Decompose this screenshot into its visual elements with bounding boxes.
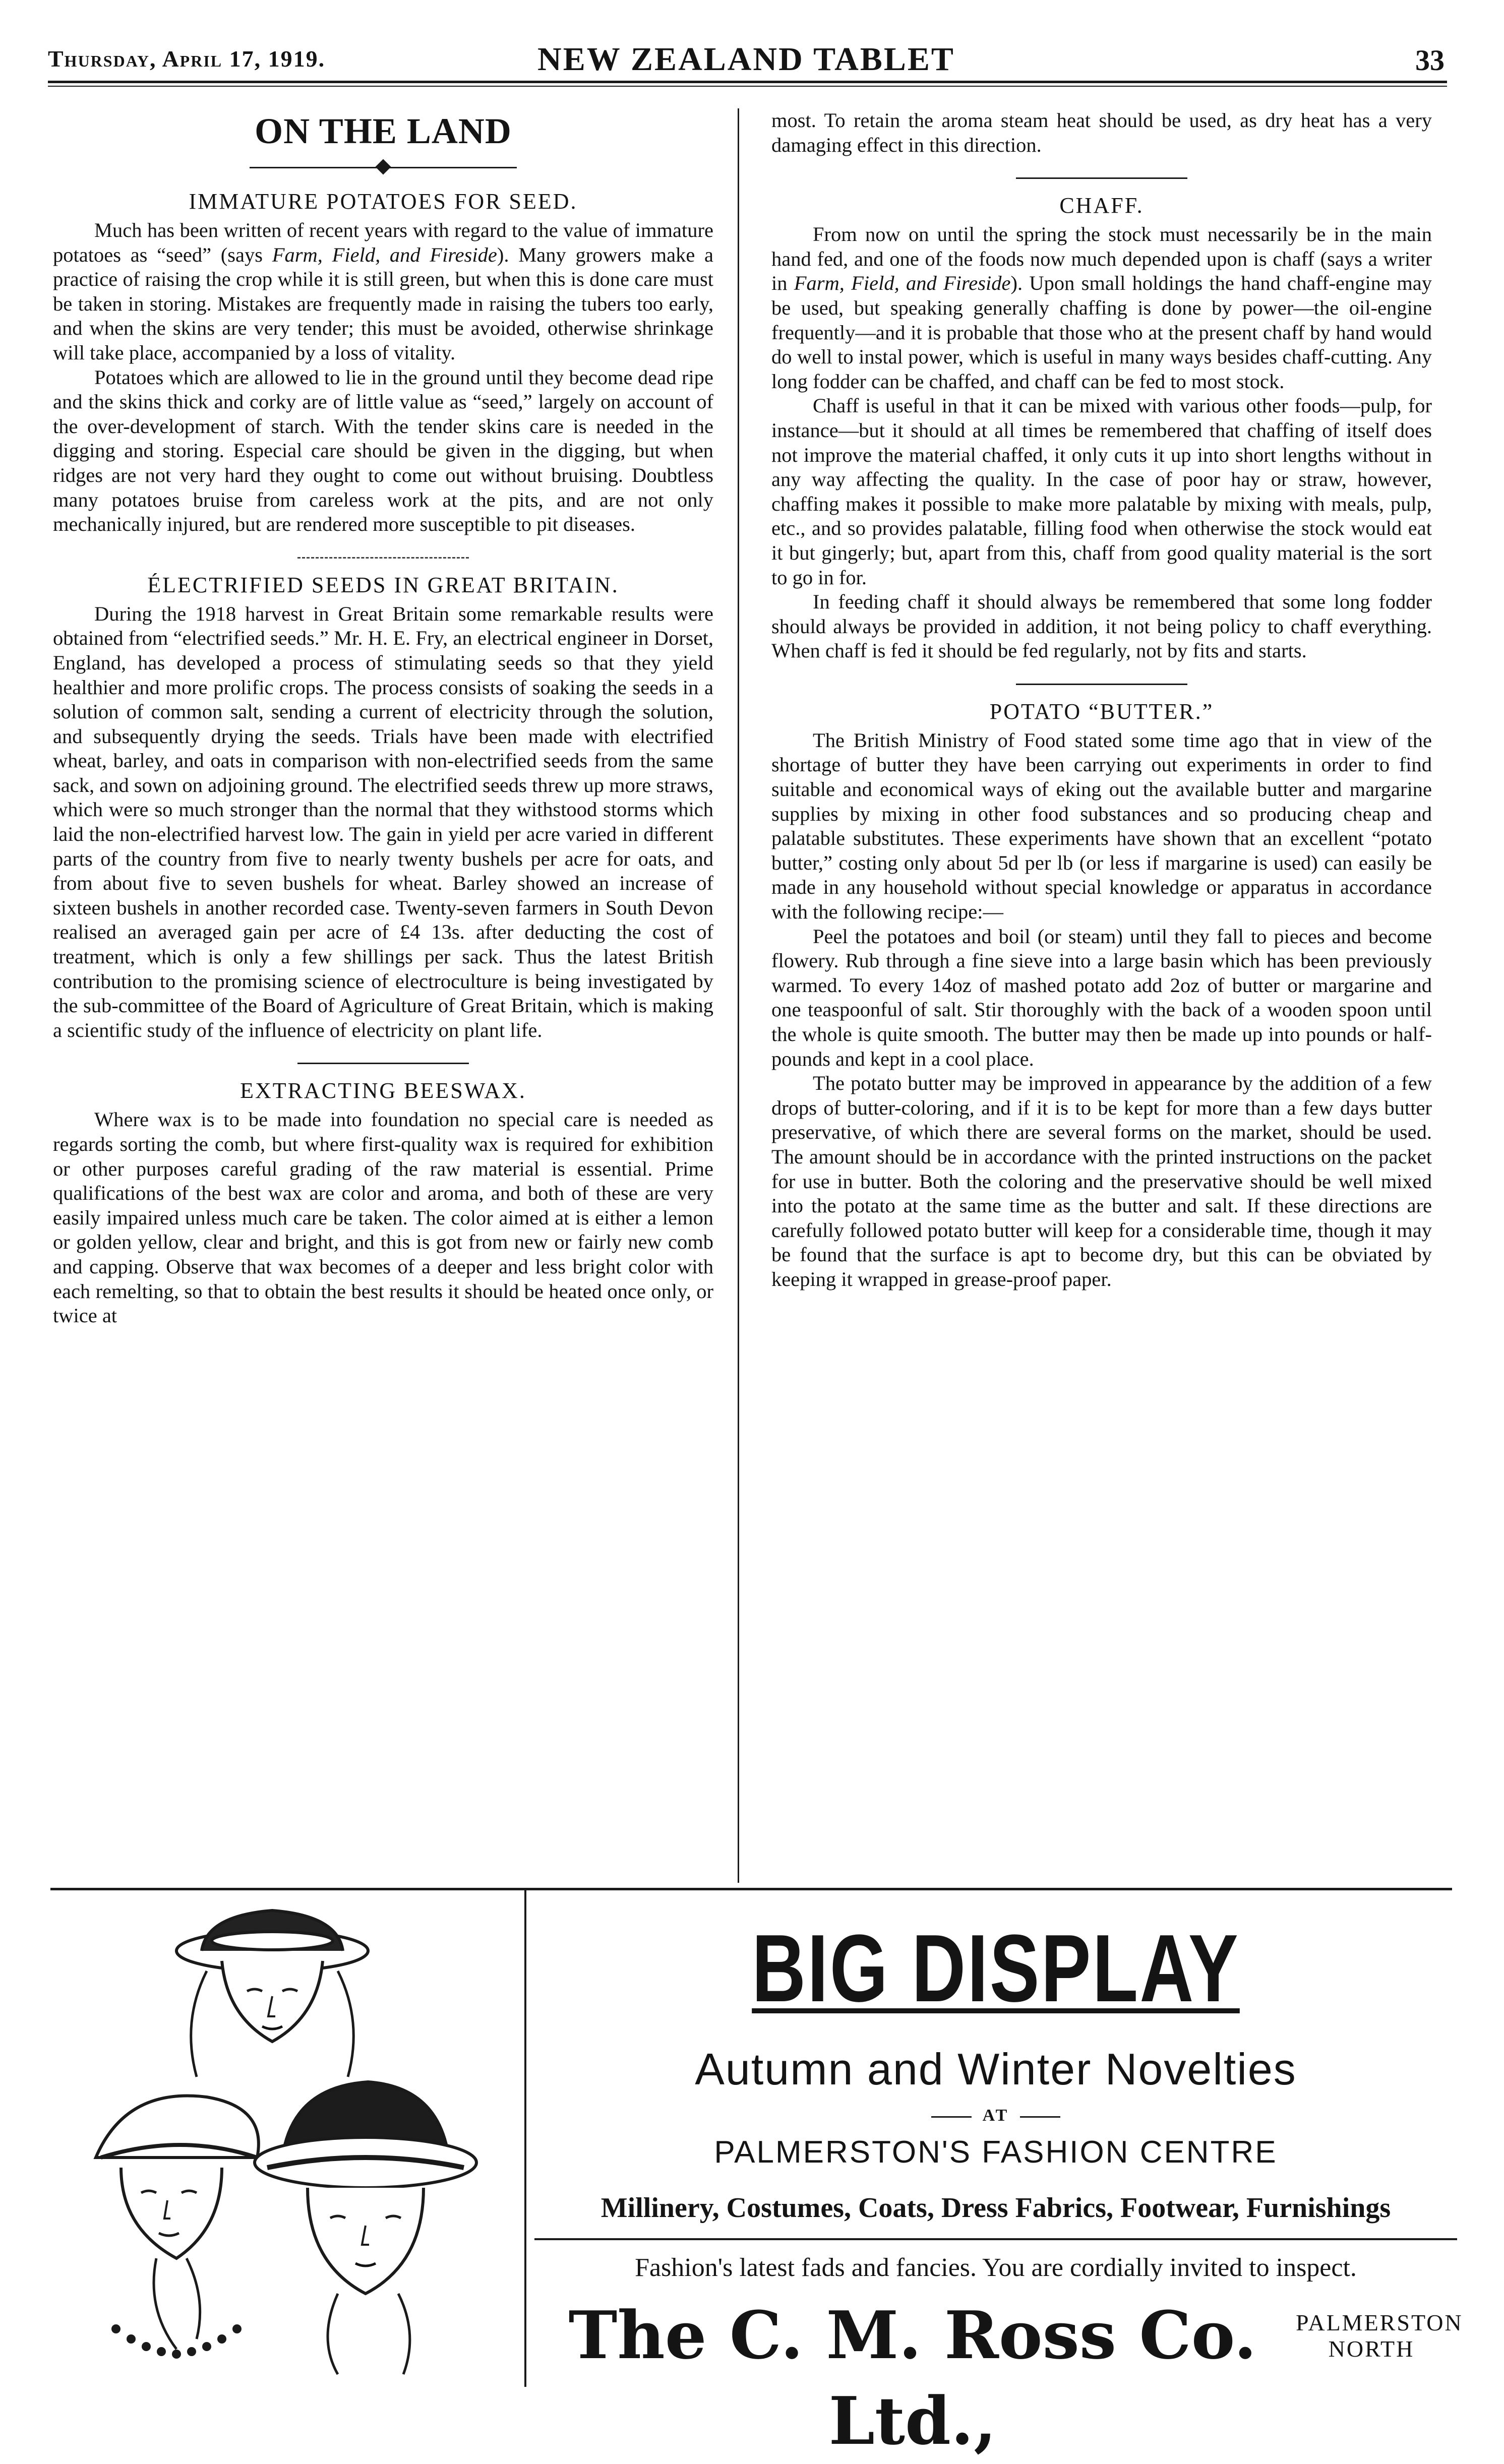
advert-illustration xyxy=(55,1895,517,2379)
article-heading-beeswax: EXTRACTING BEESWAX. xyxy=(240,1078,526,1103)
left-column xyxy=(53,108,713,1328)
right-column xyxy=(771,108,1432,1292)
woman-top xyxy=(176,1911,368,2077)
beaded-necklace xyxy=(111,2324,242,2359)
advert-venue: PALMERSTON'S FASHION CENTRE xyxy=(714,2135,1278,2170)
publication-title: NEW ZEALAND TABLET xyxy=(537,41,955,78)
article-heading-potatoes: IMMATURE POTATOES FOR SEED. xyxy=(189,189,578,214)
advert-firm-place xyxy=(1296,2310,1463,2362)
woman-left xyxy=(96,2096,259,2350)
masthead-rule-thin xyxy=(48,86,1447,87)
masthead xyxy=(48,40,1445,76)
advert-goods: Millinery, Costumes, Coats, Dress Fabrics, Footwear, Furnishings xyxy=(600,2192,1391,2224)
advert-subline: Autumn and Winter Novelties xyxy=(695,2044,1297,2094)
article-separator xyxy=(1016,177,1187,179)
article-separator xyxy=(297,557,469,559)
masthead-rule xyxy=(48,81,1447,83)
advert-top-rule xyxy=(50,1888,1452,1890)
issue-date: Thursday, April 17, 1919. xyxy=(48,46,326,72)
article-paragraph-continued: most. To retain the aroma steam heat should be used, as dry heat has a very damaging effect in this direction. xyxy=(771,109,1432,156)
article-paragraph: Chaff is useful in that it can be mixed with various other foods—pulp, for instance—but it should at all times be remembered that chaffing of itself does not improve the material chaffed, it only cuts it up into short lengths without in any way affecting the quality. In the case of poor hay or straw, however, chaffing makes it possible to make more palatable by mixing with meals, pulp, etc., and so provides palatable, filling food when otherwise the stock would eat it but gingerly; but, apart from this, chaff from good quality material is the sort to go in for. xyxy=(771,394,1432,589)
source-title: Farm, Field, and Fireside xyxy=(794,272,1011,295)
advert-headline: BIG DISPLAY xyxy=(752,1915,1240,2022)
article-paragraph: Much has been written of recent years with regard to the value of immature potatoes as “seed” (says Farm, Field, and Fireside). Many growers make a practice of raising the crop while it is still green, but when this is done care must be taken in storing. Mistakes are frequently made in raising the tubers too early, and when the skins are very tender; this must be avoided, otherwise shrinkage will take place, accompanied by a loss of vitality. xyxy=(53,219,714,364)
article-paragraph: The British Ministry of Food stated some time ago that in view of the shortage of butter they have been carrying out experiments in order to find suitable and economical ways of eking out the available butter and margarine supplies by mixing in other food substances and so producing cheap and palatable substitutes. These experiments have shown that an excellent “potato butter,” costing only about 5d per lb (or less if margarine is used) can easily be made in any household without special knowledge or apparatus in accordance with the following recipe:— xyxy=(771,728,1432,923)
article-paragraph: During the 1918 harvest in Great Britain some remarkable results were obtained from “electrified seeds.” Mr. H. E. Fry, an electrical engineer in Dorset, England, has developed a process of stimulating seeds so that they yield healthier and more prolific crops. The process consists of soaking the seeds in a solution of common salt, sending a current of electricity through the solution, and subsequently drying the seeds. Trials have been made with electrified wheat, barley, and oats in comparison with non-electrified seeds from the same sack, and sown on adjoining ground. The electrified seeds threw up more straws, which were so much stronger than the normal that they withstood storms which laid the non-electrified harvest low. The gain in yield per acre varied in different parts of the country from five to nearly twenty bushels per acre for oats, and from about five to seven bushels for wheat. Barley showed an increase of sixteen bushels in another recorded case. Twenty-seven farmers in South Devon realised an averaged gain per acre of £4 13s. after deducting the cost of treatment, which is only a few shillings per sack. Thus the latest British contribution to the promising science of electroculture is being investigated by the sub-committee of the Board of Agriculture of Great Britain, which is making a scientific study of the influence of electricity on plant life. xyxy=(53,602,713,1041)
advert xyxy=(534,1905,1463,2459)
advert-at: AT xyxy=(534,2106,1457,2125)
column-divider xyxy=(738,108,739,1883)
article-paragraph: From now on until the spring the stock must necessarily be in the main hand fed, and one of the foods now much depended upon is chaff (says a writer in Farm, Field, and Fireside). Upon small holdings the hand chaff-engine may be used, but speaking generally chaffing is done by power—the oil-engine frequently—and it is probable that those who at the present chaff by hand would do well to instal power, which is useful in many ways besides chaff-cutting. Any long fodder can be chaffed, and chaff can be fed to most stock. xyxy=(771,223,1432,393)
article-paragraph: Peel the potatoes and boil (or steam) until they fall to pieces and become flowery. Rub through a fine sieve into a large basin which has been previously warmed. To every 14oz of mashed potato add 2oz of butter or margarine and one teaspoonful of salt. Stir thoroughly with the back of a wooden spoon until the whole is quite smooth. The butter may then be made up into pounds or half-pounds and kept in a cool place. xyxy=(771,925,1432,1070)
article-heading-electrified: ÉLECTRIFIED SEEDS IN GREAT BRITAIN. xyxy=(147,572,619,597)
advert-place-line: PALMERSTON xyxy=(1296,2310,1463,2335)
advert-firm-block xyxy=(534,2293,1463,2459)
article-separator xyxy=(297,1063,469,1064)
advert-tagline: Fashion's latest fads and fancies. You are cordially invited to inspect. xyxy=(635,2253,1357,2282)
article-paragraph: Where wax is to be made into foundation no special care is needed as regards sorting the comb, but where first-quality wax is required for exhibition or other purposes careful grading of the raw material is essential. Prime qualifications of the best wax are color and aroma, and both of these are very easily impaired unless much care be taken. The color aimed at is either a lemon or golden yellow, clear and bright, and this is got from new or fairly new comb and capping. Observe that wax becomes of a deeper and less bright color with each remelting, so that to obtain the best results it should be heated once only, or twice at xyxy=(53,1108,713,1327)
advert-inner-rule xyxy=(534,2238,1457,2240)
woman-right xyxy=(255,2082,476,2374)
source-title: Farm, Field, and Fireside xyxy=(272,243,497,266)
advert-place-line: NORTH xyxy=(1328,2336,1415,2362)
article-heading-chaff: CHAFF. xyxy=(1059,193,1144,218)
article-heading-butter: POTATO “BUTTER.” xyxy=(989,699,1214,724)
ornamental-rule xyxy=(53,159,713,176)
hats-illustration xyxy=(55,1895,517,2379)
article-paragraph: In feeding chaff it should always be remembered that some long fodder should always be provided in addition, it not being policy to chaff everything. When chaff is fed it should be fed regularly, not by fits and starts. xyxy=(771,590,1432,662)
advert-divider xyxy=(524,1888,526,2387)
advert-firm-name: The C. M. Ross Co. Ltd., xyxy=(568,2297,1257,2459)
article-paragraph: Potatoes which are allowed to lie in the ground until they become dead ripe and the skins thick and corky are of little value as “seed,” largely on account of the over-development of starch. With the tender skins care is needed in the digging and storing. Especial care should be given in the digging, but when ridges are not very hard they ought to come out without bruising. Doubtless many potatoes bruise from careless work at the pits, and are not only mechanically injured, but are rendered more susceptible to pit diseases. xyxy=(53,365,713,536)
section-title: ON THE LAND xyxy=(255,111,512,151)
page-number: 33 xyxy=(1415,44,1445,77)
article-paragraph: The potato butter may be improved in appearance by the addition of a few drops of butter-coloring, and if it is to be kept for more than a few days butter preservative, of which there are several forms on the market, should be used. The amount should be in accordance with the printed instructions on the packet for use in butter. Both the coloring and the preservative should be well mixed into the potato at the same time as the butter and salt. If these directions are carefully followed potato butter will keep for a considerable time, though it may be found that the surface is apt to become dry, but this can be obviated by keeping it wrapped in grease-proof paper. xyxy=(771,1072,1432,1290)
article-separator xyxy=(1016,684,1187,685)
